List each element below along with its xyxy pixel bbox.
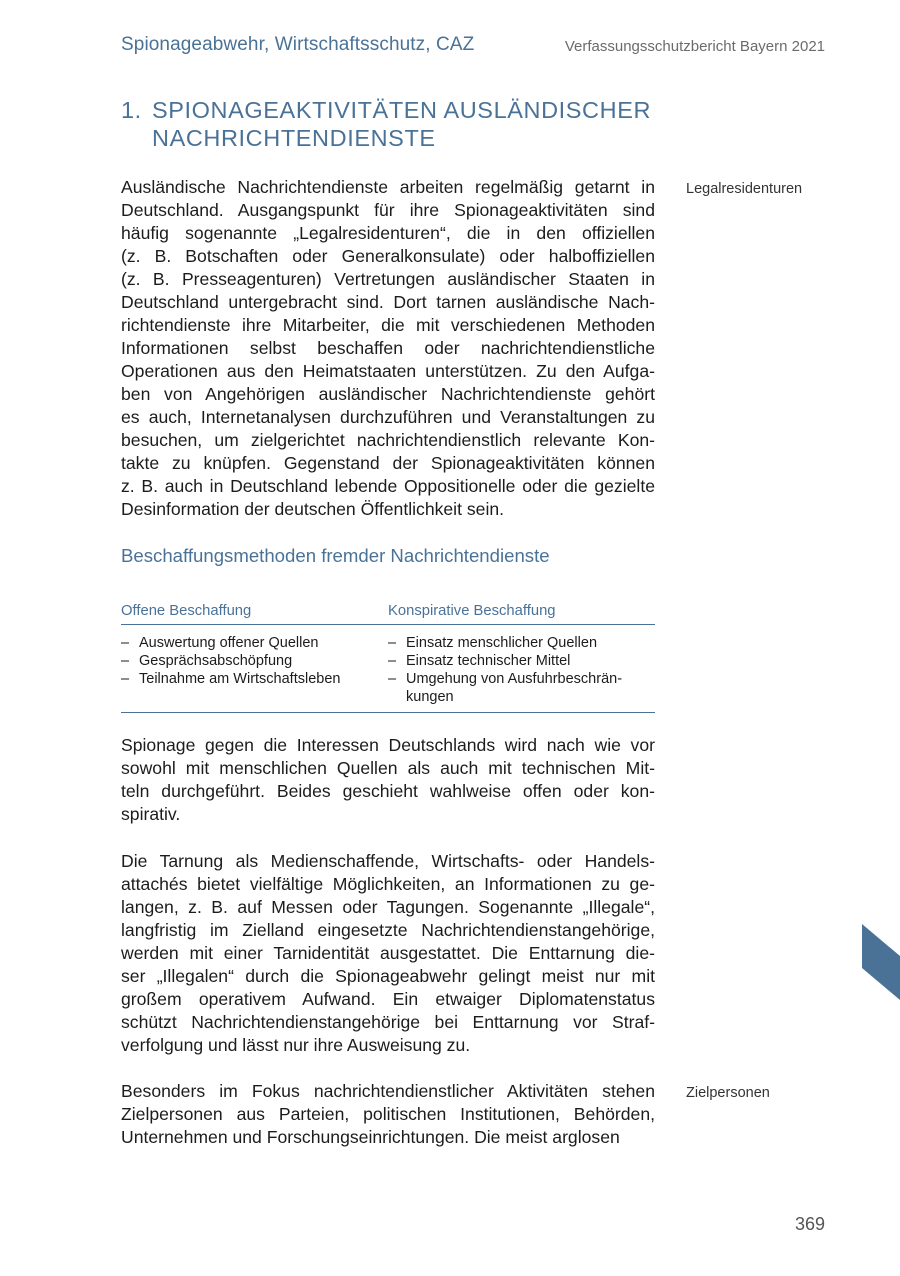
table-header-open: Offene Beschaffung xyxy=(121,603,252,619)
paragraph-1 xyxy=(121,176,655,521)
text-line: schützt Nachrichtendienstangehörige bei Enttarnung vor Straf- xyxy=(121,1012,655,1032)
text-line: spirativ. xyxy=(121,804,181,824)
table-header-conspirative: Konspirative Beschaffung xyxy=(388,603,556,619)
list-item: – Teilnahme am Wirtschaftsleben xyxy=(121,671,341,687)
list-item: – Einsatz menschlicher Quellen xyxy=(388,635,598,651)
text-line: langfristig im Zielland eingesetzte Nachrichtendienstangehörige, xyxy=(121,920,655,940)
table-column-open xyxy=(121,634,388,706)
text-line: (z. B. Presseagenturen) Vertretungen ausländischer Staaten in xyxy=(121,269,655,289)
text-line: ser „Illegalen“ durch die Spionageabwehr gelingt meist nur mit xyxy=(121,966,655,986)
text-line: Unternehmen und Forschungseinrichtungen. Die meist arglosen xyxy=(121,1127,620,1147)
margin-note-legalresidenturen: Legalresidenturen xyxy=(686,181,803,197)
text-line: großem operativem Aufwand. Ein etwaiger Diplomatenstatus xyxy=(121,989,655,1009)
text-line: verfolgung und lässt nur ihre Ausweisung zu. xyxy=(121,1035,471,1055)
text-line: sowohl mit menschlichen Quellen als auch mit technischen Mit- xyxy=(121,758,655,778)
text-line: Die Tarnung als Medienschaffende, Wirtschafts- oder Handels- xyxy=(121,851,655,871)
text-line: es auch, Internetanalysen durchzuführen und Veranstaltungen zu xyxy=(121,407,655,427)
text-line: häufig sogenannte „Legalresidenturen“, die in den offiziellen xyxy=(121,223,655,243)
text-line: (z. B. Botschaften oder Generalkonsulate) oder halboffiziellen xyxy=(121,246,655,266)
paragraph-2 xyxy=(121,734,655,826)
page-number: 369 xyxy=(794,1214,825,1234)
text-line: attachés bietet vielfältige Möglichkeiten, an Informationen zu ge- xyxy=(121,874,655,894)
text-line: langen, z. B. auf Messen oder Tagungen. Sogenannte „Illegale“, xyxy=(121,897,655,917)
list-item: – Auswertung offener Quellen xyxy=(121,635,319,651)
table-body-row xyxy=(121,625,655,713)
text-line: Informationen selbst beschaffen oder nachrichtendienstliche xyxy=(121,338,655,358)
text-line: ben von Angehörigen ausländischer Nachrichtendienste gehört xyxy=(121,384,655,404)
text-line: z. B. auch in Deutschland lebende Oppositionelle oder die gezielte xyxy=(121,476,655,496)
text-line: Deutschland. Ausgangspunkt für ihre Spionageaktivitäten sind xyxy=(121,200,655,220)
chapter-title-line-2: NACHRICHTENDIENSTE xyxy=(152,125,436,151)
margin-note-zielpersonen: Zielpersonen xyxy=(686,1085,770,1101)
list-item: – Gesprächsabschöpfung xyxy=(121,653,293,669)
list-item: – Umgehung von Ausfuhrbeschrän- kungen xyxy=(388,671,623,705)
text-line: Zielpersonen aus Parteien, politischen Institutionen, Behörden, xyxy=(121,1104,655,1124)
text-line: Desinformation der deutschen Öffentlichkeit sein. xyxy=(121,499,505,519)
list-item: – Einsatz technischer Mittel xyxy=(388,653,571,669)
text-line: Ausländische Nachrichtendienste arbeiten regelmäßig getarnt in xyxy=(121,177,655,197)
text-line: teln durchgeführt. Beides geschieht wahlweise offen oder kon- xyxy=(121,781,655,801)
text-line: Besonders im Fokus nachrichtendienstlicher Aktivitäten stehen xyxy=(121,1081,655,1101)
text-line: richtendienste ihre Mitarbeiter, die mit verschiedenen Methoden xyxy=(121,315,655,335)
running-header-section: Spionageabwehr, Wirtschaftsschutz, CAZ xyxy=(121,34,475,55)
text-line: Operationen aus den Heimatstaaten unterstützen. Zu den Aufga- xyxy=(121,361,655,381)
running-header-report: Verfassungsschutzbericht Bayern 2021 xyxy=(564,38,825,55)
chapter-heading xyxy=(121,96,681,152)
text-line: besuchen, um zielgerichtet nachrichtendienstlich relevante Kon- xyxy=(121,430,655,450)
text-line: Spionage gegen die Interessen Deutschlands wird nach wie vor xyxy=(121,735,655,755)
chapter-tab-marker xyxy=(862,924,900,1000)
paragraph-3 xyxy=(121,850,655,1057)
text-line: Deutschland untergebracht sind. Dort tarnen ausländische Nach- xyxy=(121,292,655,312)
chapter-title-line-1: SPIONAGEAKTIVITÄTEN AUSLÄNDISCHER xyxy=(152,97,652,123)
text-line: takte zu knüpfen. Gegenstand der Spionageaktivitäten können xyxy=(121,453,655,473)
paragraph-4 xyxy=(121,1080,655,1149)
section-subheading: Beschaffungsmethoden fremder Nachrichtendienste xyxy=(121,545,550,566)
table-header-row xyxy=(121,603,655,625)
text-line: werden mit einer Tarnidentität ausgestattet. Die Enttarnung die- xyxy=(121,943,655,963)
chapter-number: 1. xyxy=(121,97,142,123)
table-column-conspirative xyxy=(388,634,655,706)
procurement-methods-table xyxy=(121,603,655,713)
